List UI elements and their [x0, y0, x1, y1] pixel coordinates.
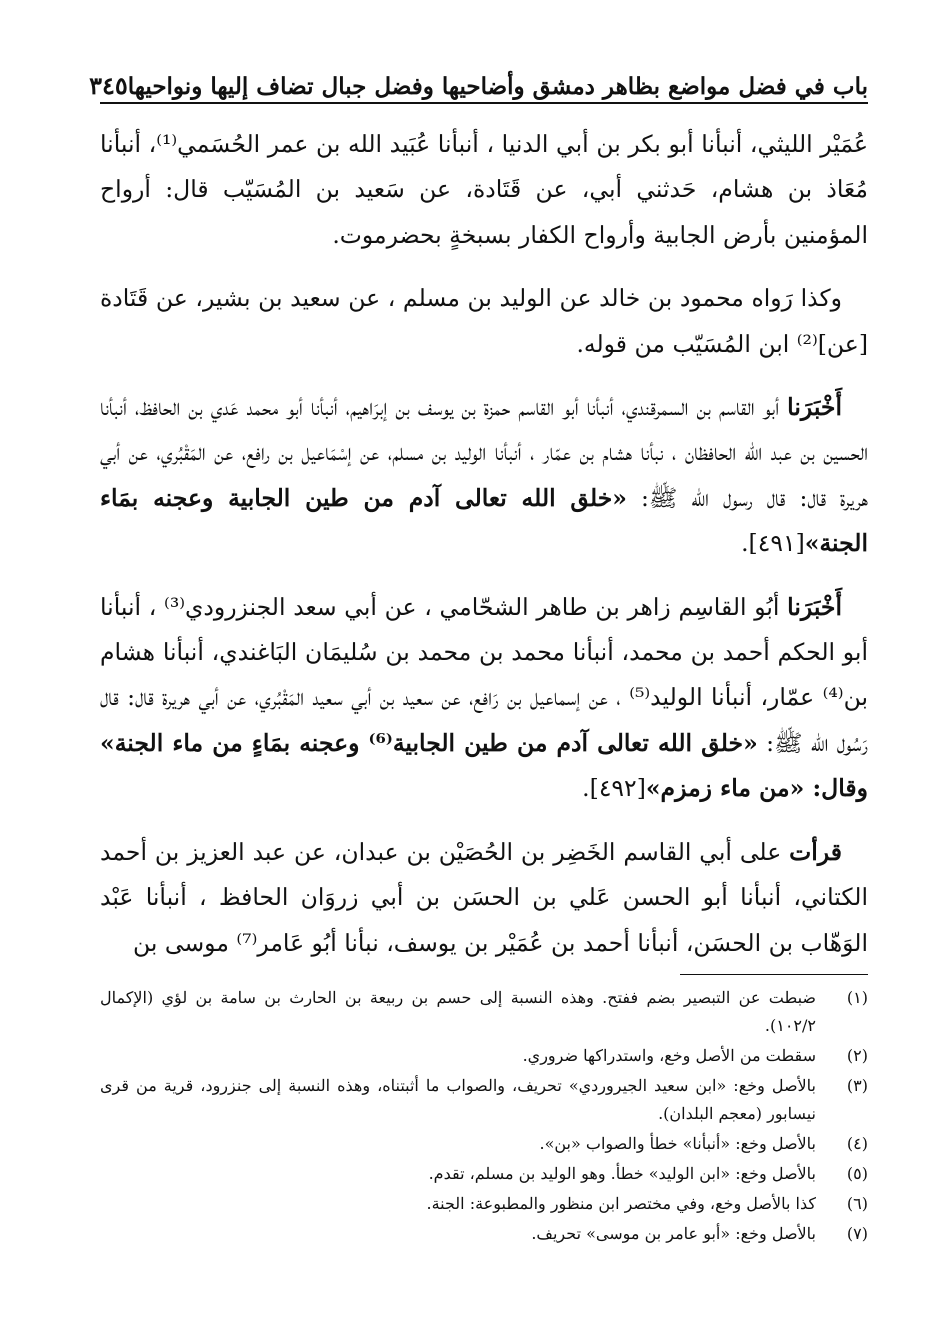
paragraph	[100, 385, 868, 567]
footnote-number: (٢)	[846, 1046, 868, 1065]
running-header	[89, 52, 868, 100]
hadith-number: [٤٩٢].	[582, 774, 646, 803]
footnote-number: (٧)	[846, 1224, 868, 1243]
footnote-number: (٥)	[846, 1164, 868, 1183]
paragraph-lead-word: قرأت	[789, 837, 842, 866]
footnote-text: سقطت من الأصل وخع، واستدراكها ضروري.	[522, 1046, 816, 1065]
footnote-text: ضبطت عن التبصير بضم ففتح. وهذه النسبة إلى حسم بن ربيعة بن الحارث بن سامة بن لؤي (الإكمال ١٠٢/٢).	[100, 988, 816, 1035]
paragraph	[100, 830, 868, 966]
footnote-number: (٤)	[846, 1134, 868, 1153]
footnote-text: بالأصل وخع: «أنبأنا» خطأ والصواب «بن».	[539, 1134, 816, 1153]
footnote-text: بالأصل وخع: «ابن سعيد الجيروردي» تحريف، والصواب ما أثبتناه، وهذه النسبة إلى جنزرود، قرية من قرى نيسابور (معجم البلدان).	[100, 1076, 816, 1123]
footnote	[100, 1190, 868, 1218]
footnote-text: بالأصل وخع: «أبو عامر بن موسى» تحريف.	[531, 1224, 816, 1243]
paragraph	[100, 585, 868, 812]
footnote-text: كذا بالأصل وخع، وفي مختصر ابن منظور والمطبوعة: الجنة.	[426, 1194, 816, 1213]
hadith-quote: «خلق الله تعالى آدم من طين الجابية وعجنه بمَاء الجنة»	[100, 483, 868, 558]
paragraph-text: أبُو القاسِم زاهر بن طاهر الشحّامي ، عن أبي سعد الجنزرودي⁽³⁾ ، أنبأنا أبو الحكم أحمد بن محمد، أنبأنا محمد بن محمد بن سُليمَان البَاغندي، أنبأنا هشام بن⁽⁴⁾ عمّار، أنبأنا الوليد⁽⁵⁾ ، عن إسماعيل بن رَافع، عن سعيد بن أبي سعيد المَقْبُري، عن أبي هريرة قال: قال رَسُول الله ﷺ:	[100, 592, 869, 757]
page-number: ٣٤٥	[89, 71, 128, 100]
footnote	[100, 1220, 868, 1248]
paragraph-lead-word: أَخْبَرَنا	[787, 393, 842, 422]
paragraph	[100, 276, 868, 367]
footnotes	[100, 984, 868, 1250]
hadith-number: [٤٩١].	[741, 529, 805, 558]
main-text	[100, 122, 868, 984]
paragraph	[100, 122, 868, 258]
footnote	[100, 1130, 868, 1158]
footnote	[100, 984, 868, 1040]
hadith-quote: «خلق الله تعالى آدم من طين الجابية⁽⁶⁾ وعجنه بمَاءٍ من ماء الجنة» وقال: «من ماء زمزم»	[100, 728, 868, 803]
footnote-number: (٣)	[846, 1076, 868, 1095]
chapter-title: باب في فضل مواضع بظاهر دمشق وأضاحيها وفضل جبال تضاف إليها ونواحيها	[127, 73, 868, 100]
paragraph-text: عُمَيْر الليثي، أنبأنا أبو بكر بن أبي الدنيا ، أنبأنا عُبَيد الله بن عمر الحُسَمي⁽¹⁾، أنبأنا مُعَاذ بن هشام، حَدثني أبي، عن قَتَادة، عن سَعيد بن المُسَيّب قال: أرواح المؤمنين بأرض الجابية وأرواح الكفار بسبخةٍ بحضرموت.	[100, 130, 868, 249]
paragraph-text: أبو القاسم بن السمرقندي، أنبأنا أبو القاسم حمزة بن يوسف بن إبرَاهيم، أنبأنا أبو محمد عَدي بن الحافظ، أنبأنا الحسين بن عبد الله الحافظان ، نبأنا هشام بن عمّار ، أنبأنا الوليد بن مسلم، عن إسْمَاعيل بن رافع، عن المَقْبُري، عن أبي هريرة قال: قال رسول الله ﷺ:	[100, 393, 868, 512]
paragraph-text: على أبي القاسم الخَضِر بن الحُصَيْن بن عبدان، عن عبد العزيز بن أحمد الكتاني، أنبأنا أبو الحسن عَلي بن الحسَن بن أبي زروَان الحافظ ، أنبأنا عَبْد الوَهّاب بن الحسَن، أنبأنا أحمد بن عُمَيْر بن يوسف، نبأنا أبُو عَامر⁽⁷⁾ موسى بن	[100, 837, 868, 957]
footnote	[100, 1160, 868, 1188]
footnote	[100, 1072, 868, 1128]
paragraph-lead-word: أَخْبَرَنا	[787, 592, 842, 621]
header-rule	[100, 102, 868, 104]
paragraph-text: وكذا رَواه محمود بن خالد عن الوليد بن مسلم ، عن سعيد بن بشير، عن قَتَادة [عن]⁽²⁾ ابن المُسَيّب من قوله.	[100, 284, 868, 358]
footnote-number: (١)	[846, 988, 868, 1007]
footnote-number: (٦)	[846, 1194, 868, 1213]
footnote	[100, 1042, 868, 1070]
footnote-text: بالأصل وخع: «ابن الوليد» خطأ. وهو الوليد بن مسلم، تقدم.	[428, 1164, 816, 1183]
footnote-rule	[680, 974, 868, 975]
